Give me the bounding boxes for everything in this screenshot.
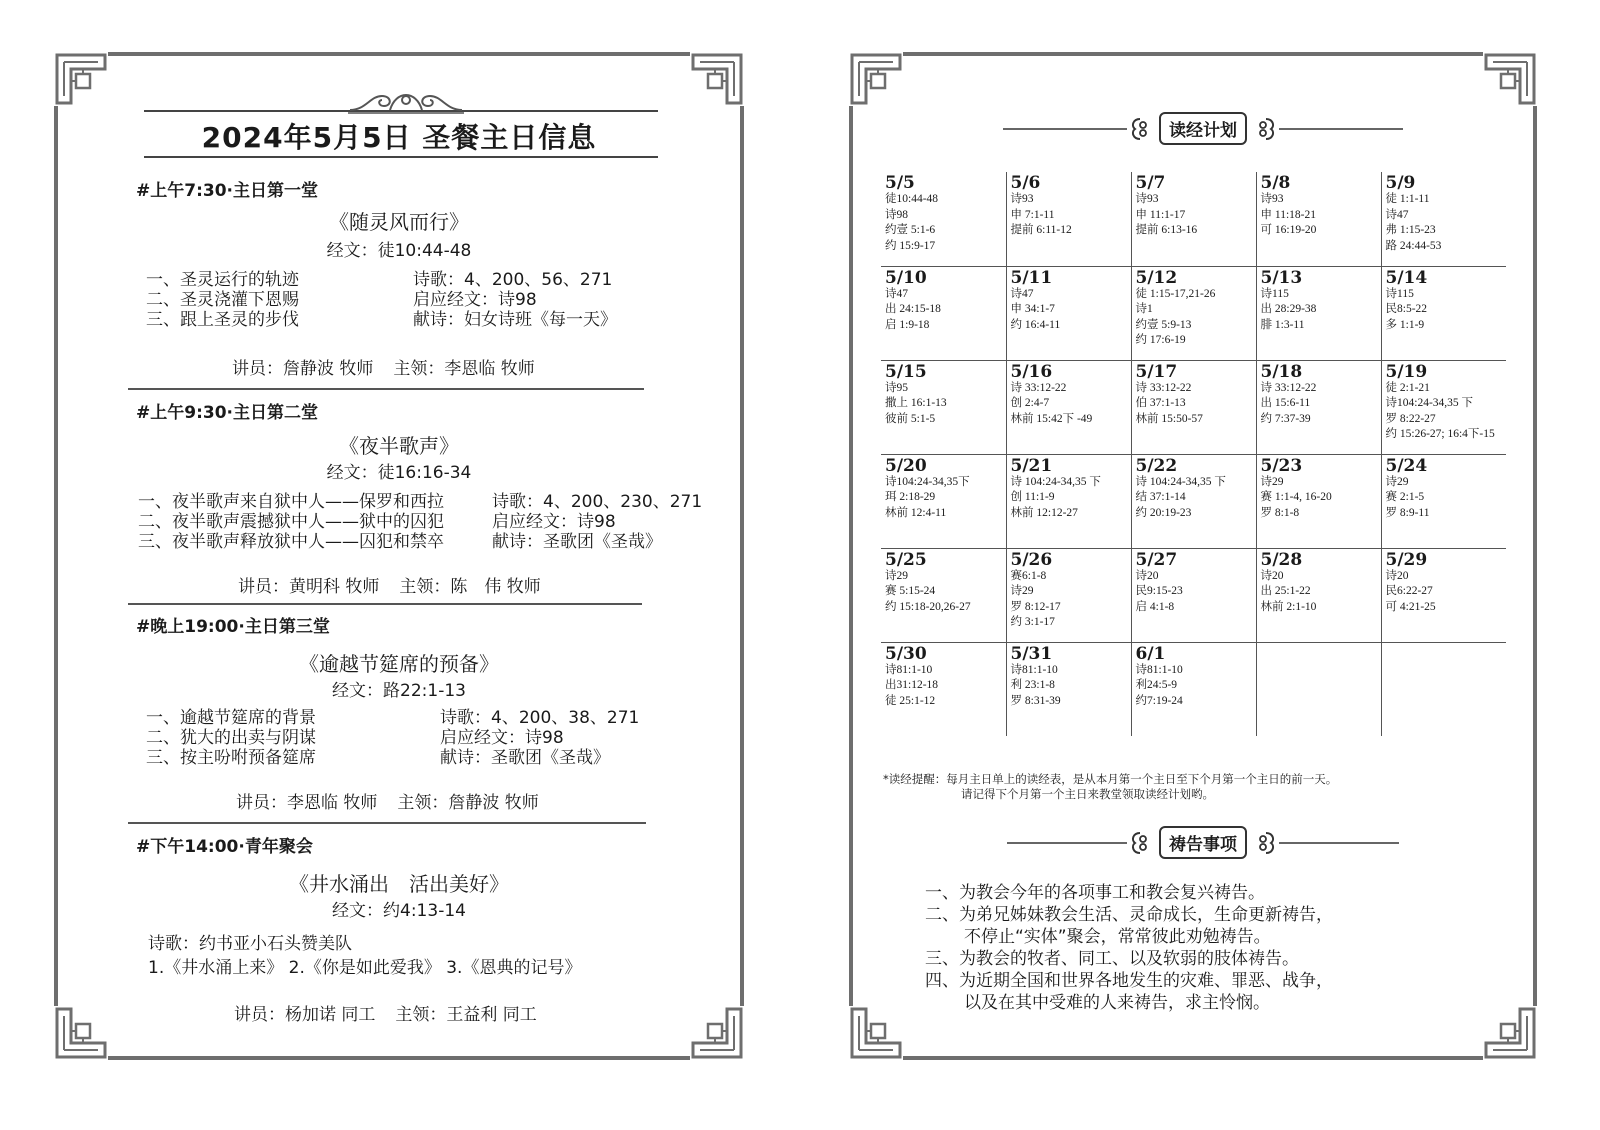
bulletin-page [54, 52, 744, 1060]
reading-date: 5/10 [885, 267, 927, 288]
reading-date: 5/13 [1260, 267, 1303, 288]
leader: 主领：王益利 同工 [395, 1005, 537, 1025]
reading-day-cell [1381, 454, 1506, 548]
corner-ornament-icon [690, 52, 744, 106]
reading-passage: 徒 25:1-12 [885, 694, 936, 707]
responsive-reading: 启应经文：诗98 [440, 728, 564, 748]
reading-passage: 罗 8:12-17 [1010, 600, 1061, 613]
reading-row [881, 266, 1506, 360]
reminder-line: 请记得下个月第一个主日来教堂领取读经计划哟。 [961, 787, 1214, 801]
service-heading: #上午9:30·主日第二堂 [136, 403, 318, 423]
choir-anthem: 献诗：圣歌团《圣哉》 [440, 748, 610, 768]
reading-day-cell [881, 172, 1006, 266]
reading-day-cell [1131, 172, 1256, 266]
reading-day-cell [1256, 642, 1381, 736]
reading-row [881, 548, 1506, 642]
speaker: 讲员：李恩临 牧师 [236, 793, 378, 813]
reading-passage: 诗 104:24-34,35 下 [1135, 475, 1226, 488]
reading-passage: 约 3:1-17 [1010, 616, 1055, 628]
reading-date: 5/16 [1010, 361, 1053, 382]
reading-passage: 申 11:1-17 [1135, 208, 1186, 221]
prayer-item-continued: 以及在其中受难的人来祷告，求主怜悯。 [964, 993, 1270, 1013]
service-heading: #下午14:00·青年聚会 [136, 837, 313, 857]
reading-day-cell [1256, 360, 1381, 454]
reading-day-cell [881, 548, 1006, 642]
reading-date: 6/1 [1135, 643, 1166, 664]
reading-date: 5/12 [1135, 267, 1178, 288]
reading-passage: 诗20 [1135, 569, 1159, 582]
reading-passage: 诗1 [1135, 303, 1153, 315]
reading-passage: 诗115 [1260, 287, 1289, 300]
scripture-ref: 经文：约4:13-14 [332, 901, 466, 921]
bulletin-title: 2024年5月5日 圣餐主日信息 [201, 121, 597, 154]
reading-day-cell [1131, 454, 1256, 548]
reading-passage: 诗29 [1385, 475, 1409, 488]
reading-passage: 罗 8:22-27 [1385, 412, 1436, 425]
service-heading: #晚上19:00·主日第三堂 [136, 617, 330, 637]
reading-day-cell [1381, 360, 1506, 454]
reading-row [881, 360, 1506, 454]
service-people [232, 354, 535, 379]
reading-date: 5/29 [1385, 549, 1428, 570]
speaker: 讲员：黄明科 牧师 [238, 577, 380, 597]
reading-passage: 民6:22-27 [1385, 585, 1433, 597]
reading-day-cell [1006, 454, 1131, 548]
reading-passage: 出 15:6-11 [1260, 397, 1311, 409]
reading-passage: 约 16:4-11 [1010, 318, 1061, 331]
sermon-title: 《逾越节筵席的预备》 [299, 652, 499, 676]
reading-passage: 林前 12:4-11 [885, 506, 947, 519]
reading-passage: 启 1:9-18 [885, 318, 930, 331]
reading-date: 5/23 [1260, 455, 1303, 476]
reading-date: 5/21 [1010, 455, 1053, 476]
reading-day-cell [881, 266, 1006, 360]
outline-point: 三、按主吩咐预备筵席 [146, 748, 316, 768]
reading-passage: 约 20:19-23 [1135, 506, 1192, 519]
reading-passage: 约7:19-24 [1135, 694, 1183, 707]
reading-day-cell [1131, 548, 1256, 642]
sermon-title: 《井水涌出 活出美好》 [289, 872, 509, 896]
reading-reminder [883, 772, 1337, 802]
reading-day-cell [1006, 360, 1131, 454]
corner-ornament-icon [849, 1006, 903, 1060]
reading-passage: 林前 12:12-27 [1010, 506, 1078, 519]
reading-passage: 赛 5:15-24 [885, 585, 936, 597]
reminder-line: *读经提醒：每月主日单上的读经表，是从本月第一个主日至下个月第一个主日的前一天。 [883, 772, 1338, 786]
prayer-item: 一、为教会今年的各项事工和教会复兴祷告。 [925, 883, 1265, 903]
reading-passage: 诗 33:12-22 [1260, 381, 1317, 394]
reading-day-cell [1381, 266, 1506, 360]
scroll-ornament-icon [1127, 116, 1153, 142]
reading-passage: 诗93 [1135, 193, 1159, 205]
reading-passage: 诗81:1-10 [1010, 663, 1058, 676]
outline-point: 二、圣灵浇灌下恩赐 [146, 290, 299, 310]
scroll-ornament-icon [1253, 830, 1279, 856]
reading-passage: 多 1:1-9 [1385, 318, 1425, 331]
reading-day-cell [1131, 360, 1256, 454]
reading-passage: 提前 6:11-12 [1010, 224, 1072, 236]
reading-date: 5/20 [885, 455, 927, 476]
reading-passage: 林前 15:50-57 [1135, 412, 1203, 425]
reading-passage: 诗95 [885, 381, 908, 394]
youth-songs-line: 1.《井水涌上来》 2.《你是如此爱我》 3.《恩典的记号》 [148, 958, 582, 978]
scripture-ref: 经文：徒10:44-48 [326, 241, 472, 261]
reading-passage: 诗104:24-34,35 下 [1385, 397, 1474, 409]
prayer-item-continued: 不停止“实体”聚会，常常彼此劝勉祷告。 [964, 927, 1271, 947]
leader: 主领：陈 伟 牧师 [399, 577, 541, 597]
outline-point: 一、圣灵运行的轨迹 [146, 270, 299, 290]
outline-point: 一、逾越节筵席的背景 [146, 708, 316, 728]
reading-passage: 赛6:1-8 [1010, 569, 1047, 582]
sermon-title: 《随灵风而行》 [329, 210, 469, 234]
reading-passage: 徒 1:1-11 [1385, 193, 1430, 205]
reading-day-cell [1006, 642, 1131, 736]
reading-passage: 约 15:18-20,26-27 [885, 600, 971, 613]
reading-passage: 创 11:1-9 [1010, 491, 1055, 503]
reading-day-cell [1381, 172, 1506, 266]
reading-passage: 诗 33:12-22 [1010, 381, 1067, 394]
reading-passage: 约 15:26-27; 16:4下-15 [1385, 428, 1495, 440]
reading-day-cell [1381, 642, 1506, 736]
reading-passage: 赛 1:1-4, 16-20 [1260, 491, 1332, 503]
reading-day-cell [1256, 454, 1381, 548]
speaker: 讲员：杨加诺 同工 [234, 1005, 376, 1025]
reading-passage: 利 23:1-8 [1010, 679, 1055, 691]
reading-passage: 诗29 [885, 569, 908, 582]
reading-date: 5/15 [885, 361, 927, 382]
choir-anthem: 献诗：圣歌团《圣哉》 [492, 532, 662, 552]
reading-date: 5/8 [1260, 173, 1291, 193]
reading-day-cell [881, 642, 1006, 736]
outline-point: 一、夜半歌声来自狱中人——保罗和西拉 [138, 492, 444, 512]
scripture-ref: 经文：路22:1-13 [332, 681, 466, 701]
reading-passage: 路 24:44-53 [1385, 239, 1442, 252]
responsive-reading: 启应经文：诗98 [492, 512, 616, 532]
reading-passage: 彼前 5:1-5 [885, 412, 936, 425]
reading-passage: 腓 1:3-11 [1260, 318, 1305, 331]
reading-row [881, 454, 1506, 548]
reading-passage: 林前 15:42下 -49 [1010, 412, 1093, 425]
reading-passage: 徒10:44-48 [885, 193, 939, 205]
reading-day-cell [881, 454, 1006, 548]
hymn-numbers: 诗歌：4、200、230、271 [492, 492, 703, 512]
reading-date: 5/22 [1135, 455, 1178, 476]
reading-passage: 诗29 [1010, 585, 1034, 597]
sermon-title: 《夜半歌声》 [339, 434, 459, 458]
reading-day-cell [1381, 548, 1506, 642]
reading-plan-header [1003, 112, 1403, 145]
prayer-item: 三、为教会的牧者、同工、以及软弱的肢体祷告。 [925, 949, 1299, 969]
reading-passage: 罗 8:31-39 [1010, 694, 1061, 707]
corner-ornament-icon [1483, 52, 1537, 106]
corner-ornament-icon [54, 1006, 108, 1060]
reading-day-cell [881, 360, 1006, 454]
reading-passage: 结 37:1-14 [1135, 491, 1186, 503]
reading-passage: 诗 33:12-22 [1135, 381, 1192, 394]
reading-passage: 出 24:15-18 [885, 303, 941, 315]
section-divider [128, 388, 644, 390]
reading-passage: 诗 104:24-34,35 下 [1010, 475, 1101, 488]
reading-date: 5/19 [1385, 361, 1428, 382]
reading-day-cell [1006, 548, 1131, 642]
prayer-title: 祷告事项 [1159, 826, 1247, 859]
reading-passage: 出31:12-18 [885, 679, 939, 691]
reading-passage: 民8:5-22 [1385, 303, 1428, 315]
corner-ornament-icon [1483, 1006, 1537, 1060]
reading-date: 5/26 [1010, 549, 1053, 570]
reading-passage: 诗93 [1010, 193, 1034, 205]
corner-ornament-icon [690, 1006, 744, 1060]
leader: 主领：詹静波 牧师 [397, 793, 539, 813]
reading-date: 5/11 [1010, 267, 1053, 288]
responsive-reading: 启应经文：诗98 [413, 290, 537, 310]
reading-passage: 提前 6:13-16 [1135, 224, 1198, 236]
reading-passage: 诗20 [1260, 569, 1284, 582]
reading-passage: 珥 2:18-29 [885, 491, 936, 503]
reading-passage: 撒上 16:1-13 [885, 397, 947, 409]
outline-point: 二、犹大的出卖与阴谋 [146, 728, 316, 748]
reading-passage: 徒 2:1-21 [1385, 381, 1430, 394]
reading-passage: 诗81:1-10 [1135, 663, 1183, 676]
prayer-header [1007, 826, 1399, 859]
reading-date: 5/17 [1135, 361, 1178, 382]
reading-passage: 诗29 [1260, 475, 1284, 488]
reading-date: 5/14 [1385, 267, 1428, 288]
reading-date: 5/30 [885, 643, 927, 664]
reading-day-cell [1131, 642, 1256, 736]
youth-hymn-line: 诗歌：约书亚小石头赞美队 [148, 934, 352, 954]
reading-passage: 徒 1:15-17,21-26 [1135, 287, 1216, 300]
reading-date: 5/9 [1385, 173, 1416, 193]
reading-date: 5/24 [1385, 455, 1428, 476]
reading-passage: 民9:15-23 [1135, 585, 1183, 597]
scroll-ornament-icon [1127, 830, 1153, 856]
reading-passage: 诗81:1-10 [885, 663, 933, 676]
reading-passage: 罗 8:1-8 [1260, 506, 1300, 519]
reading-date: 5/25 [885, 549, 927, 570]
reading-date: 5/27 [1135, 549, 1178, 570]
corner-ornament-icon [849, 52, 903, 106]
choir-anthem: 献诗：妇女诗班《每一天》 [413, 310, 617, 330]
reading-passage: 申 34:1-7 [1010, 303, 1055, 315]
reading-date: 5/28 [1260, 549, 1303, 570]
reading-passage: 弗 1:15-23 [1385, 224, 1436, 236]
outline-point: 三、夜半歌声释放狱中人——囚犯和禁卒 [138, 532, 444, 552]
reading-plan-table [881, 172, 1506, 736]
reading-passage: 可 4:21-25 [1385, 600, 1436, 613]
prayer-item: 四、为近期全国和世界各地发生的灾难、罪恶、战争， [925, 971, 1333, 991]
reading-row [881, 642, 1506, 736]
hymn-numbers: 诗歌：4、200、38、271 [440, 708, 640, 728]
speaker: 讲员：詹静波 牧师 [232, 359, 374, 379]
reading-passage: 诗47 [1010, 287, 1034, 300]
reading-day-cell [1006, 172, 1131, 266]
reading-passage: 出 25:1-22 [1260, 585, 1311, 597]
reading-passage: 可 16:19-20 [1260, 224, 1317, 236]
reading-passage: 利24:5-9 [1135, 679, 1178, 691]
outline-point: 三、跟上圣灵的步伐 [146, 310, 299, 330]
reading-passage: 诗93 [1260, 193, 1284, 205]
reading-passage: 林前 2:1-10 [1260, 600, 1317, 613]
reading-passage: 诗104:24-34,35下 [885, 475, 970, 488]
reading-passage: 出 28:29-38 [1260, 303, 1317, 315]
reading-passage: 诗20 [1385, 569, 1409, 582]
reading-passage: 诗98 [885, 208, 908, 221]
scroll-ornament-icon [1253, 116, 1279, 142]
service-people [234, 1000, 537, 1025]
section-divider [128, 822, 646, 824]
reading-date: 5/6 [1010, 173, 1041, 193]
reading-passage: 申 7:1-11 [1010, 208, 1055, 221]
reading-passage: 启 4:1-8 [1135, 600, 1175, 613]
reading-day-cell [1256, 172, 1381, 266]
reading-day-cell [1131, 266, 1256, 360]
reading-plan-title: 读经计划 [1159, 112, 1247, 145]
title-rule-bottom [144, 156, 658, 158]
prayer-list [925, 882, 1333, 1014]
service-people [236, 788, 539, 813]
reading-passage: 约 17:6-19 [1135, 334, 1186, 346]
reading-day-cell [1256, 266, 1381, 360]
reading-date: 5/7 [1135, 173, 1166, 193]
reading-row [881, 172, 1506, 266]
service-people [238, 572, 541, 597]
reading-passage: 约 15:9-17 [885, 239, 936, 252]
reading-passage: 罗 8:9-11 [1385, 506, 1430, 519]
corner-ornament-icon [54, 52, 108, 106]
reading-plan-page [849, 52, 1537, 1060]
reading-date: 5/18 [1260, 361, 1303, 382]
reading-passage: 约 7:37-39 [1260, 412, 1311, 425]
reading-passage: 赛 2:1-5 [1385, 491, 1425, 503]
reading-passage: 申 11:18-21 [1260, 208, 1316, 221]
reading-passage: 诗47 [885, 287, 908, 300]
hymn-numbers: 诗歌：4、200、56、271 [413, 270, 613, 290]
scripture-ref: 经文：徒16:16-34 [326, 463, 472, 483]
leader: 主领：李恩临 牧师 [393, 359, 535, 379]
reading-day-cell [1006, 266, 1131, 360]
reading-passage: 诗115 [1385, 287, 1414, 300]
reading-date: 5/5 [885, 173, 915, 193]
reading-passage: 诗47 [1385, 208, 1409, 221]
reading-passage: 约壹 5:9-13 [1135, 318, 1192, 331]
section-divider [128, 603, 642, 605]
reading-passage: 创 2:4-7 [1010, 397, 1050, 409]
outline-point: 二、夜半歌声震撼狱中人——狱中的囚犯 [138, 512, 444, 532]
title-ornament-icon [346, 86, 466, 116]
prayer-item: 二、为弟兄姊妹教会生活、灵命成长，生命更新祷告， [925, 905, 1333, 925]
service-heading: #上午7:30·主日第一堂 [136, 181, 318, 201]
reading-date: 5/31 [1010, 643, 1053, 664]
reading-passage: 约壹 5:1-6 [885, 224, 936, 236]
reading-day-cell [1256, 548, 1381, 642]
reading-passage: 伯 37:1-13 [1135, 397, 1186, 409]
